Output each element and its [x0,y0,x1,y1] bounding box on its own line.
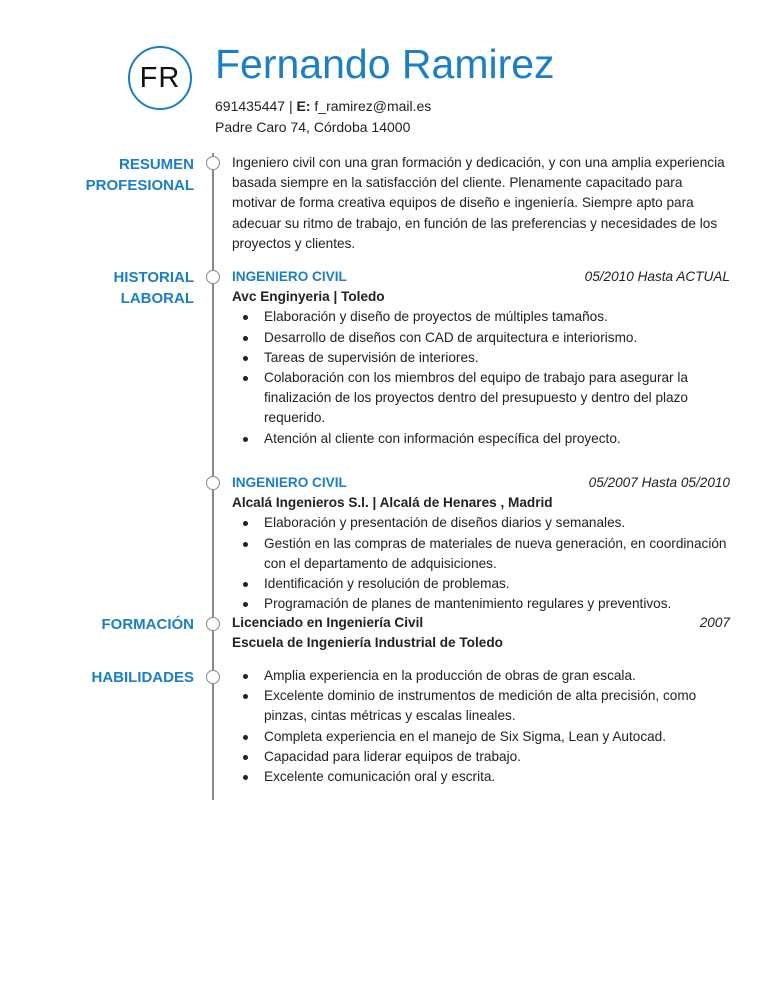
job-title: INGENIERO CIVIL [232,475,347,490]
job-entry [232,473,730,614]
list-item: Excelente comunicación oral y escrita. [232,767,730,787]
skills-section-label: HABILIDADES [91,669,194,686]
list-item: Capacidad para liderar equipos de trabajo. [232,747,730,767]
school: Escuela de Ingeniería Industrial de Toledo [232,635,503,651]
phone: 691435447 [215,98,286,114]
summary-text: Ingeniero civil con una gran formación y dedicación, y con una amplia experiencia basada siempre en la satisfacción del cliente. Plenamente capacitado para motivar de forma creativa equipos de diseño e ingeniería. Siempre apto para adecuar su ritmo de trabajo, en función de las preferencias y necesidades de los proyectos y clientes. [232,155,725,251]
contact-info: 691435447 | E: f_ramirez@mail.es Padre Caro 74, Córdoba 14000 [215,96,431,138]
job-entry [232,267,730,449]
list-item: Gestión en las compras de materiales de nueva generación, en coordinación con el departamento de adquisiciones. [232,534,730,574]
list-item: Colaboración con los miembros del equipo de trabajo para asegurar la finalización de los proyectos dentro del presupuesto y dentro del plazo requerido. [232,368,730,429]
job-company: Alcalá Ingenieros S.l. | Alcalá de Henares , Madrid [232,495,553,511]
list-item: Amplia experiencia en la producción de obras de gran escala. [232,666,730,686]
candidate-name: Fernando Ramirez [215,41,555,87]
job-bullets [232,513,730,614]
list-item: Programación de planes de mantenimiento regulares y preventivos. [232,594,730,614]
timeline-node-job-2 [206,476,220,490]
job-dates: 05/2010 Hasta ACTUAL [584,269,730,284]
job-company: Avc Enginyeria | Toledo [232,289,385,305]
initials-text: FR [139,61,181,94]
education-entry [232,613,730,653]
skills-list [232,666,730,787]
email: f_ramirez@mail.es [314,98,432,114]
list-item: Completa experiencia en el manejo de Six Sigma, Lean y Autocad. [232,727,730,747]
summary-section-label: RESUMEN PROFESIONAL [85,156,194,194]
education-year: 2007 [699,615,730,630]
education-section-label: FORMACIÓN [101,616,194,633]
degree: Licenciado en Ingeniería Civil [232,615,424,630]
job-bullets [232,307,730,448]
list-item: Identificación y resolución de problemas. [232,574,730,594]
list-item: Elaboración y diseño de proyectos de múltiples tamaños. [232,307,730,327]
list-item: Tareas de supervisión de interiores. [232,348,730,368]
email-label: E: [296,98,311,114]
list-item: Excelente dominio de instrumentos de medición de alta precisión, como pinzas, cintas métricas y escalas lineales. [232,686,730,726]
job-title: INGENIERO CIVIL [232,269,347,284]
initials-avatar [128,46,192,110]
list-item: Elaboración y presentación de diseños diarios y semanales. [232,513,730,533]
timeline-node-skills [206,670,220,684]
job-dates: 05/2007 Hasta 05/2010 [588,475,730,490]
timeline-node-history [206,270,220,284]
list-item: Desarrollo de diseños con CAD de arquitectura e interiorismo. [232,328,730,348]
timeline-node-education [206,617,220,631]
list-item: Atención al cliente con información específica del proyecto. [232,429,730,449]
timeline-node-summary [206,156,220,170]
address: Padre Caro 74, Córdoba 14000 [215,119,411,135]
history-section-label: HISTORIAL LABORAL [113,269,194,307]
